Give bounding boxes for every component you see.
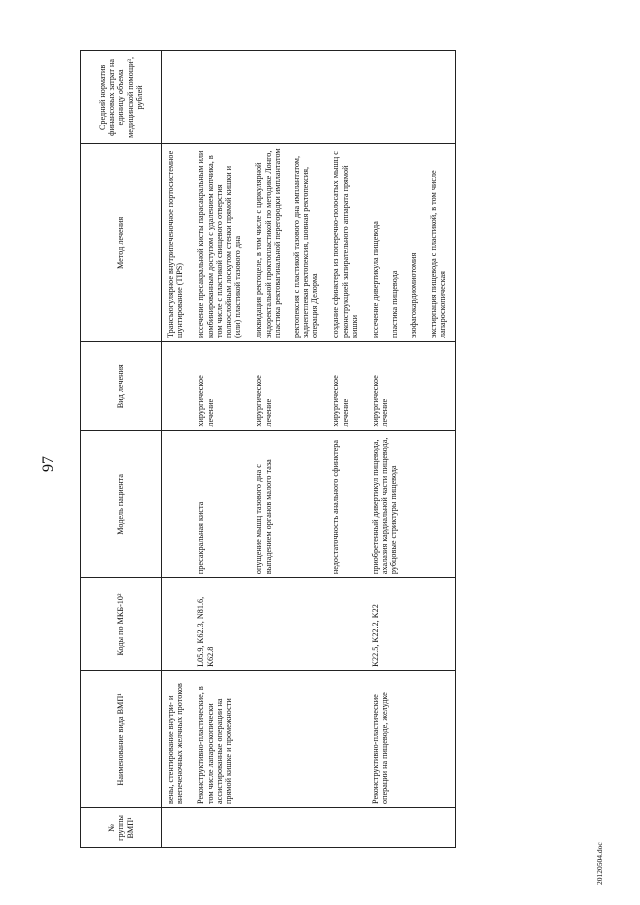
cell-model: недостаточность анального сфинктера [327,430,367,578]
table-row [250,51,327,848]
method-item: экстирпация пищевода с пластикой, в том числе лапароскопическая [428,170,447,339]
cell-codes [250,578,327,671]
header-group: № группы ВМП¹ [81,807,162,847]
header-codes: Коды по МКБ-10² [81,578,162,671]
cell-type: хирургическое лечение [250,342,327,431]
cell-cost [162,51,193,144]
table-row [192,51,250,848]
page-number: 97 [40,456,57,472]
header-name: Наименование вида ВМП¹ [81,670,162,807]
cell-name [250,670,327,807]
header-type: Вид лечения [81,342,162,431]
cell-model: опущение мышц тазового дна с выпадением органов малого таза [250,430,327,578]
cell-cost [327,51,367,144]
header-cost: Средний норматив финансовых затрат на единицу объема медицинской помощи³, рублей [81,51,162,144]
cell-group [327,807,367,847]
cell-type: хирургическое лечение [367,342,455,431]
method-item: иссечение дивертикула пищевода [371,221,380,339]
cell-method [192,143,250,341]
cell-type: хирургическое лечение [192,342,250,431]
cell-group [250,807,327,847]
cell-cost [250,51,327,144]
footer-filename: 20120504.doc [595,842,604,885]
method-item: иссечение пресакральной кисты парасакральным или комбинированным доступом с удалением копчика, в том числе с пластикой свищевого отверстия полнослойным лоскутом стенки прямой кишки и (или) пластикой тазового дна [196,150,243,339]
method-item: создание сфинктера из поперечно-полосатых мышц с реконструкцией запирательного аппарата прямой кишки [331,151,359,339]
cell-model: приобретенный дивертикул пищевода, ахалазия кардиальной части пищевода, рубцовые стриктуры пищевода [367,430,455,578]
cell-name: вены, стентирование внутри- и внепеченочных желчных протоков [162,670,193,807]
cell-codes: K22.5, K22.2, K22 [367,578,455,671]
method-item: ликвидация ректоцеле, в том числе с циркулярной эндоректальной проктопластикой по методике Лонго, пластика ректовагинальной перегородки имплантатом [254,148,282,339]
cell-name [327,670,367,807]
header-method: Метод лечения [81,143,162,341]
header-model: Модель пациента [81,430,162,578]
method-item: пластика пищевода [390,270,400,339]
cell-group [192,807,250,847]
method-item: ректопексия с пластикой тазового дна имплантатом, заднепетлевая ректопексия, шовная ректопексия, операция Делорма [291,155,320,339]
cell-model [162,430,193,578]
cell-name: Реконструктивно-пластические операции на пищеводе, желудке [367,670,455,807]
cell-method [162,143,193,341]
cell-method [327,143,367,341]
cell-name: Реконструктивно-пластические, в том числе лапароскопически ассистированные операции на прямой кишке и промежности [192,670,250,807]
cell-model: пресакральная киста [192,430,250,578]
method-item: Трансъюгулярное внутрипеченочное портосистемное шунтирование (TIPS) [166,150,185,339]
cell-codes: L05.9, K62.3, N81.6, K62.8 [192,578,250,671]
method-item: эзофагокардиомиотомия [409,252,419,339]
cell-method [367,143,455,341]
cell-codes [327,578,367,671]
header-row [81,51,162,848]
cell-type [162,342,193,431]
cell-cost [367,51,455,144]
cell-group [162,807,193,847]
cell-method [250,143,327,341]
table-row [162,51,193,848]
cell-type: хирургическое лечение [327,342,367,431]
cell-group [367,807,455,847]
table-row [367,51,455,848]
table-row [327,51,367,848]
cell-cost [192,51,250,144]
vmp-table [80,50,456,848]
cell-codes [162,578,193,671]
